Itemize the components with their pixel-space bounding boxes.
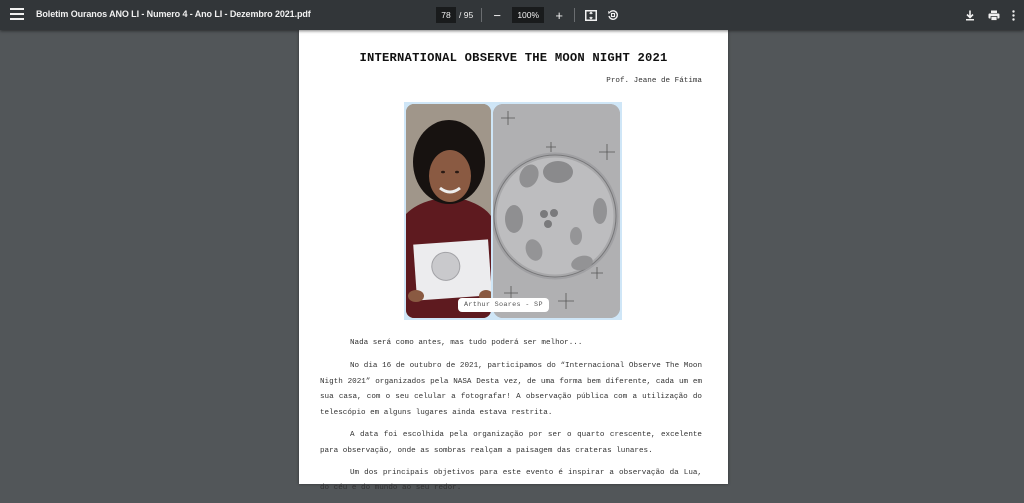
zoom-out-button[interactable]: − — [493, 7, 501, 23]
file-name: Boletim Ouranos ANO LI - Numero 4 - Ano LI - Dezembro 2021.pdf — [36, 9, 311, 19]
hamburger-menu-icon[interactable] — [10, 8, 24, 22]
page-number-input[interactable]: 78 — [436, 7, 456, 23]
pdf-toolbar — [0, 0, 1024, 30]
paragraph: A data foi escolhida pela organização por ser o quarto crescente, excelente para observação, onde as sombras realçam a paisagem das crateras lunares. — [320, 430, 702, 455]
image-caption: Arthur Soares - SP — [458, 298, 549, 312]
page-total: / 95 — [459, 10, 474, 20]
fit-to-page-icon[interactable] — [583, 7, 599, 23]
moon-drawing — [493, 104, 620, 318]
zoom-in-button[interactable]: + — [555, 7, 563, 23]
rotate-icon[interactable] — [605, 7, 621, 23]
paragraph: Nada será como antes, mas tudo poderá ser melhor... — [350, 339, 583, 347]
pdf-page — [299, 30, 728, 493]
photo-collage — [404, 102, 622, 320]
paragraph: Um dos principais objetivos para este evento é inspirar a observação da Lua, do céu e do mundo ao seu redor. — [320, 468, 702, 493]
student-photo — [406, 104, 491, 318]
page-zoom-controls — [436, 0, 621, 30]
more-vertical-icon[interactable] — [1010, 7, 1016, 23]
toolbar-actions — [962, 0, 1016, 30]
author-name: Prof. Jeane de Fátima — [606, 77, 702, 85]
download-icon[interactable] — [962, 7, 978, 23]
zoom-level-input[interactable]: 100% — [512, 7, 544, 23]
page-title: INTERNATIONAL OBSERVE THE MOON NIGHT 2021 — [359, 51, 668, 65]
divider — [574, 8, 575, 22]
paragraph: No dia 16 de outubro de 2021, participamos do “Internacional Observe The Moon Nigth 2021” organizados pela NASA Desta vez, de uma forma bem diferente, cada um em sua casa, com o seu celular a fotografar! A observação pública com a utilização do telescópio em alguns lugares ainda estava restrita. — [320, 361, 702, 418]
divider — [481, 8, 482, 22]
article-body — [320, 336, 702, 503]
print-icon[interactable] — [986, 7, 1002, 23]
